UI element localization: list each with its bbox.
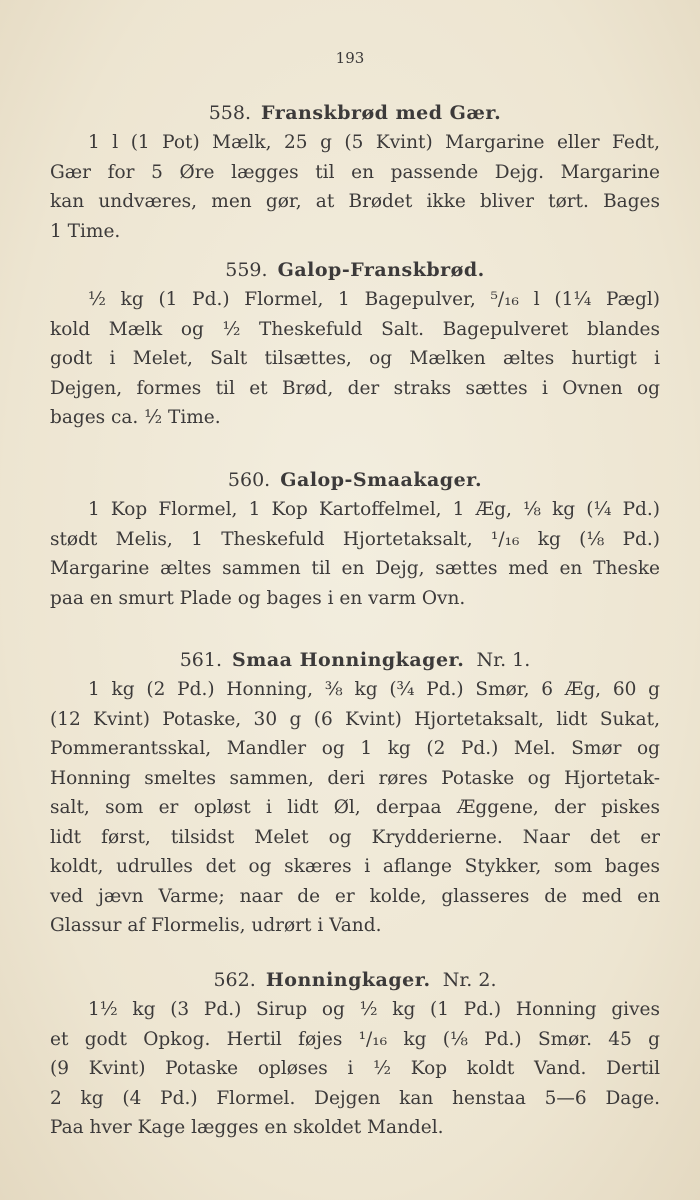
- recipe-name: Franskbrød med Gær.: [261, 102, 502, 124]
- recipe-text-line: lidt først, tilsidst Melet og Krydderierne. Naar det er: [50, 826, 660, 848]
- recipe-text-line: 1 Kop Flormel, 1 Kop Kartoffelmel, 1 Æg, ⅛ kg (¼ Pd.): [88, 499, 660, 520]
- recipe-text-line: Pommerantsskal, Mandler og 1 kg (2 Pd.) Mel. Smør og: [50, 738, 660, 759]
- recipe-text-line: salt, som er opløst i lidt Øl, derpaa Æggene, der piskes: [50, 797, 660, 818]
- recipe-text-line: Glassur af Flormelis, udrørt i Vand.: [50, 915, 382, 936]
- recipe-text-line: 2 kg (4 Pd.) Flormel. Dejgen kan henstaa 5—6 Dage.: [50, 1087, 660, 1109]
- recipe-562: [50, 965, 660, 1143]
- recipe-text-line: 1 kg (2 Pd.) Honning, ⅜ kg (¾ Pd.) Smør, 6 Æg, 60 g: [88, 679, 660, 700]
- recipe-text-line: ved jævn Varme; naar de er kolde, glasseres de med en: [50, 885, 660, 907]
- recipe-number: 559.: [225, 259, 268, 281]
- recipe-text-line: Honning smeltes sammen, deri røres Potaske og Hjortetak-: [50, 767, 660, 789]
- recipe-text-line: Dejgen, formes til et Brød, der straks sættes i Ovnen og: [50, 377, 660, 399]
- recipe-title: [50, 465, 660, 495]
- recipe-name: Honningkager.: [265, 969, 431, 991]
- page-number: 193: [335, 49, 365, 67]
- recipe-text-line: et godt Opkog. Hertil føjes ¹/₁₆ kg (⅛ Pd.) Smør. 45 g: [50, 1028, 660, 1050]
- recipe-text-line: godt i Melet, Salt tilsættes, og Mælken æltes hurtigt i: [50, 348, 660, 369]
- recipe-title: [50, 645, 660, 675]
- recipe-text-line: stødt Melis, 1 Theskefuld Hjortetaksalt, ¹/₁₆ kg (⅛ Pd.): [50, 528, 660, 550]
- recipe-text-line: 1½ kg (3 Pd.) Sirup og ½ kg (1 Pd.) Honning gives: [88, 999, 660, 1020]
- recipe-number: 560.: [227, 469, 271, 491]
- recipe-name: Galop-Franskbrød.: [277, 259, 485, 281]
- recipe-title: [50, 255, 660, 285]
- recipe-text-line: Gær for 5 Øre lægges til en passende Dejg. Margarine: [50, 161, 660, 183]
- recipe-number: 562.: [213, 969, 256, 991]
- recipe-number: 558.: [208, 102, 251, 124]
- recipe-561: [50, 645, 660, 941]
- recipe-text-line: bages ca. ½ Time.: [50, 407, 221, 428]
- recipe-text-line: ½ kg (1 Pd.) Flormel, 1 Bagepulver, ⁵/₁₆ l (1¼ Pægl): [88, 289, 660, 310]
- recipe-title: [50, 98, 660, 128]
- recipe-559: [50, 255, 660, 433]
- recipe-title: [50, 965, 660, 995]
- recipe-text-line: 1 l (1 Pot) Mælk, 25 g (5 Kvint) Margarine eller Fedt,: [88, 132, 660, 153]
- recipe-text-line: Margarine æltes sammen til en Dejg, sættes med en Theske: [50, 558, 660, 579]
- recipe-name: Galop-Smaakager.: [280, 469, 483, 491]
- recipe-558: [50, 98, 660, 246]
- recipe-text-line: kold Mælk og ½ Theskefuld Salt. Bagepulveret blandes: [50, 318, 660, 340]
- recipe-text-line: Paa hver Kage lægges en skoldet Mandel.: [50, 1117, 444, 1138]
- recipe-text-line: (12 Kvint) Potaske, 30 g (6 Kvint) Hjortetaksalt, lidt Sukat,: [50, 708, 660, 730]
- recipe-number: 561.: [179, 649, 222, 671]
- recipe-text-line: 1 Time.: [50, 220, 121, 242]
- recipe-text-line: paa en smurt Plade og bages i en varm Ovn.: [50, 587, 466, 609]
- recipe-text-line: kan undværes, men gør, at Brødet ikke bliver tørt. Bages: [50, 191, 660, 212]
- recipe-text-line: (9 Kvint) Potaske opløses i ½ Kop koldt Vand. Dertil: [50, 1058, 660, 1079]
- recipe-variant: Nr. 2.: [442, 969, 497, 991]
- recipe-name: Smaa Honningkager.: [232, 649, 465, 671]
- recipe-variant: Nr. 1.: [476, 649, 531, 671]
- recipe-text-line: koldt, udrulles det og skæres i aflange Stykker, som bages: [50, 856, 660, 877]
- recipe-560: [50, 465, 660, 613]
